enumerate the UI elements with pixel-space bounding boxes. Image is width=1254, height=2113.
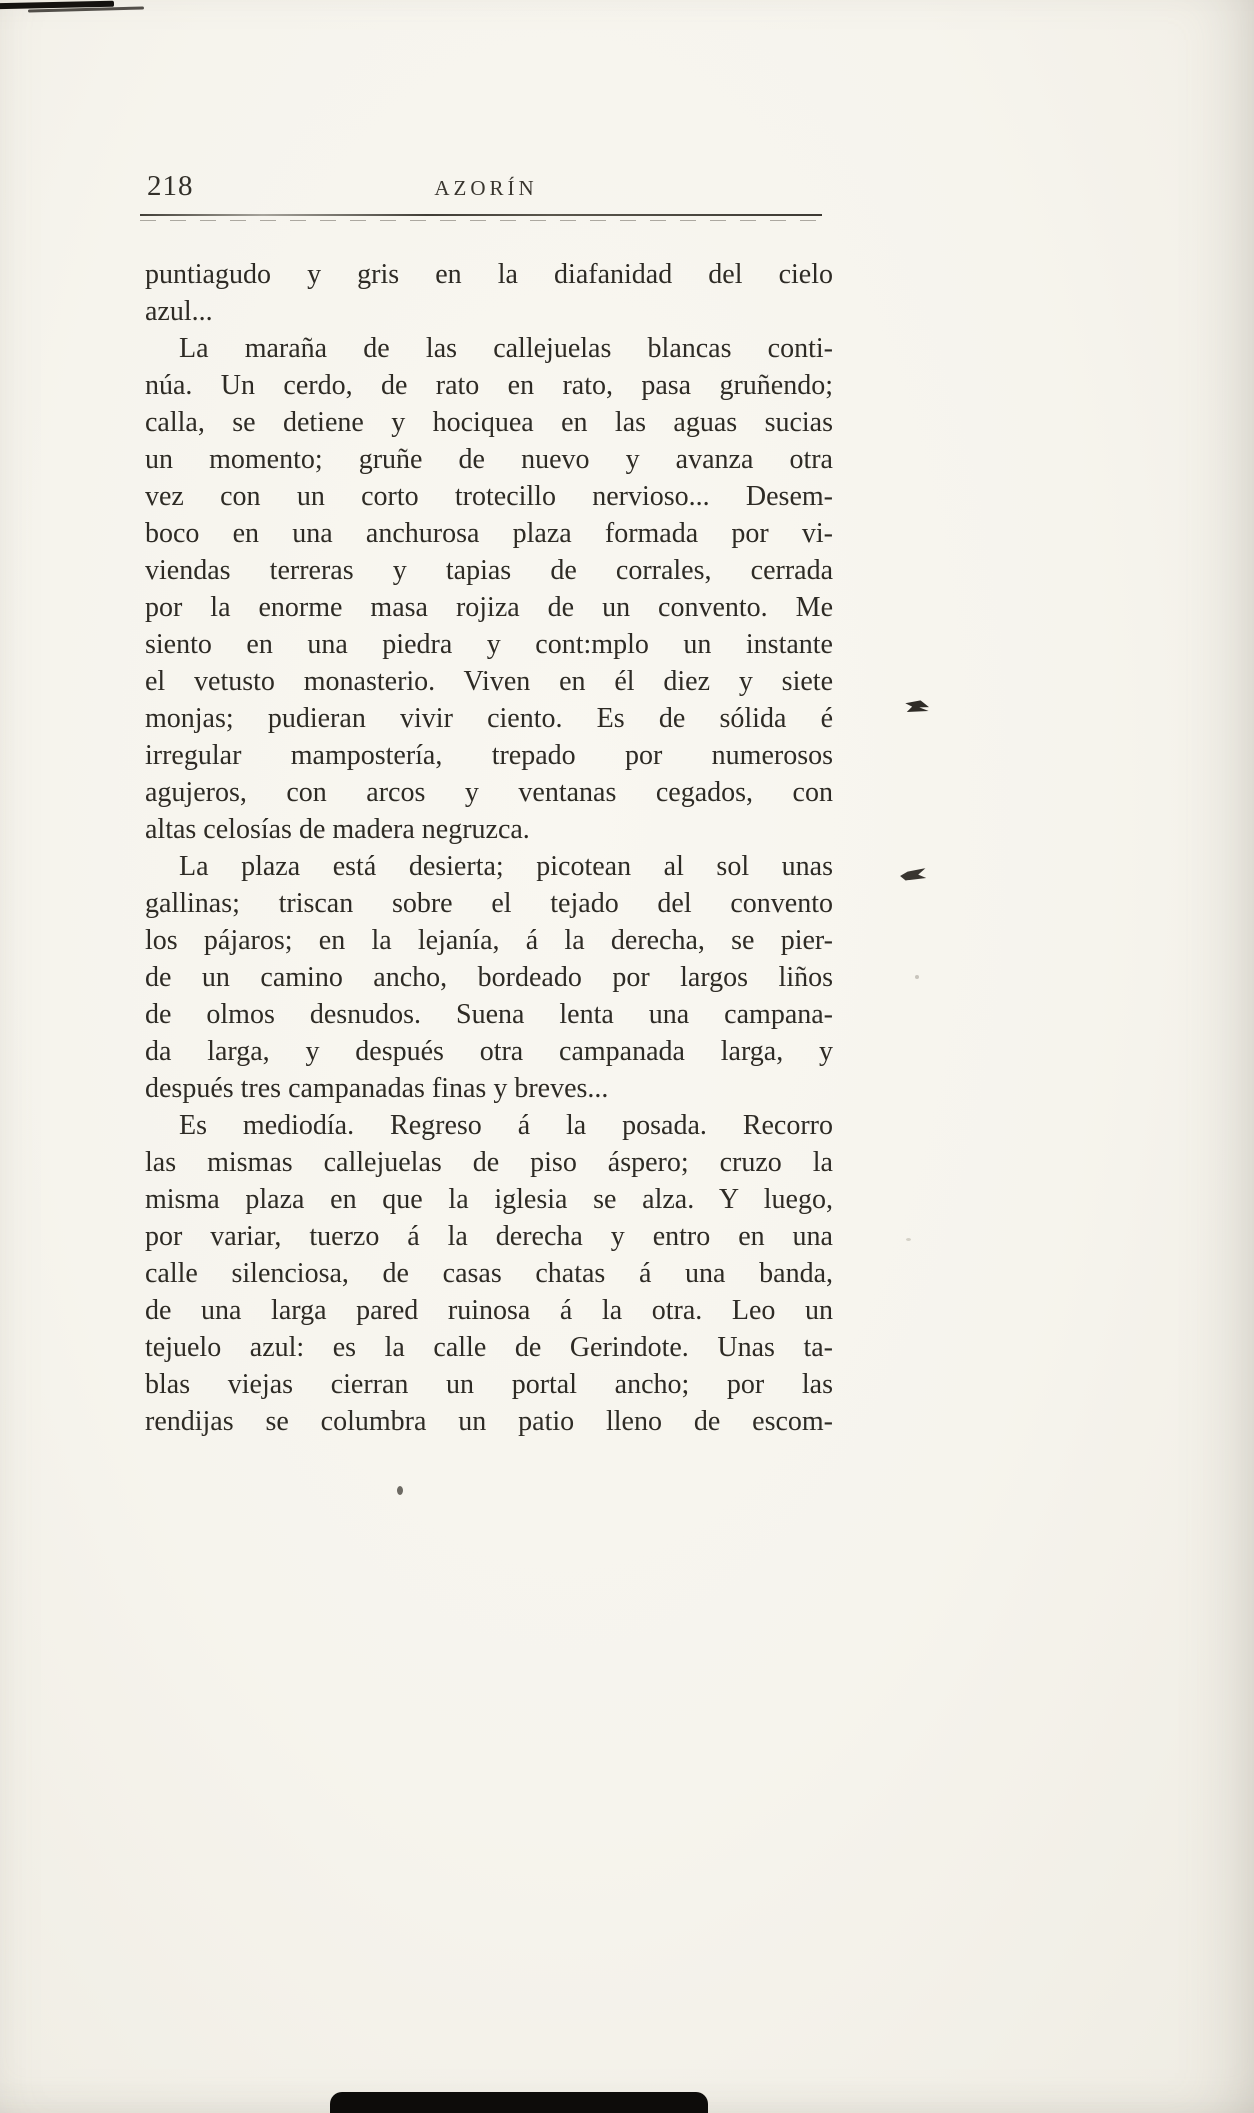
text-line: por variar, tuerzo á la derecha y entro en una	[145, 1221, 833, 1252]
page-header	[145, 166, 827, 210]
page-number: 218	[147, 170, 194, 202]
text-line: de una larga pared ruinosa á la otra. Leo un	[145, 1295, 833, 1326]
text-line: después tres campanadas finas y breves...	[145, 1073, 609, 1104]
text-line: calle silenciosa, de casas chatas á una banda,	[145, 1258, 833, 1289]
text-line: La plaza está desierta; picotean al sol unas	[179, 851, 833, 882]
text-line: boco en una anchurosa plaza formada por vi-	[145, 518, 833, 549]
text-line: las mismas callejuelas de piso áspero; cruzo la	[145, 1147, 833, 1178]
text-line: Es mediodía. Regreso á la posada. Recorro	[179, 1110, 833, 1141]
margin-ink-mark-upper	[904, 699, 929, 714]
text-line: altas celosías de madera negruzca.	[145, 814, 530, 845]
text-line: La maraña de las callejuelas blancas conti-	[179, 333, 833, 364]
text-line: tejuelo azul: es la calle de Gerindote. Unas ta-	[145, 1332, 833, 1363]
text-line: de olmos desnudos. Suena lenta una campana-	[145, 999, 833, 1030]
text-line: da larga, y después otra campanada larga, y	[145, 1036, 833, 1067]
bottom-scan-bar	[330, 2092, 708, 2113]
text-line: un momento; gruñe de nuevo y avanza otra	[145, 444, 833, 475]
text-line: el vetusto monasterio. Viven en él diez y siete	[145, 666, 833, 697]
text-line: irregular mampostería, trepado por numerosos	[145, 740, 833, 771]
text-line: de un camino ancho, bordeado por largos liños	[145, 962, 833, 993]
text-line: viendas terreras y tapias de corrales, cerrada	[145, 555, 833, 586]
text-line: los pájaros; en la lejanía, á la derecha, se pier-	[145, 925, 833, 956]
text-line: núa. Un cerdo, de rato en rato, pasa gruñendo;	[145, 370, 833, 401]
text-line: monjas; pudieran vivir ciento. Es de sólida é	[145, 703, 833, 734]
text-line: vez con un corto trotecillo nervioso... Desem-	[145, 481, 833, 512]
text-line: blas viejas cierran un portal ancho; por las	[145, 1369, 833, 1400]
ink-dot	[397, 1486, 403, 1495]
text-line: gallinas; triscan sobre el tejado del convento	[145, 888, 833, 919]
paper-speck	[906, 1238, 911, 1241]
margin-ink-mark-lower	[900, 868, 927, 881]
paper-speck	[915, 975, 919, 979]
text-line: misma plaza en que la iglesia se alza. Y luego,	[145, 1184, 833, 1215]
text-line: rendijas se columbra un patio lleno de escom-	[145, 1406, 833, 1437]
running-head: AZORÍN	[434, 176, 538, 200]
corner-tear-mark	[0, 0, 170, 16]
text-line: calla, se detiene y hociquea en las aguas sucias	[145, 407, 833, 438]
text-line: agujeros, con arcos y ventanas cegados, con	[145, 777, 833, 808]
header-rule	[140, 214, 822, 216]
text-line: azul...	[145, 296, 213, 327]
text-line: por la enorme masa rojiza de un convento. Me	[145, 592, 833, 623]
body-text	[145, 256, 833, 1440]
text-line: siento en una piedra y cont:mplo un instante	[145, 629, 833, 660]
text-line: puntiagudo y gris en la diafanidad del cielo	[145, 259, 833, 290]
header-rule-ghost	[140, 220, 822, 221]
